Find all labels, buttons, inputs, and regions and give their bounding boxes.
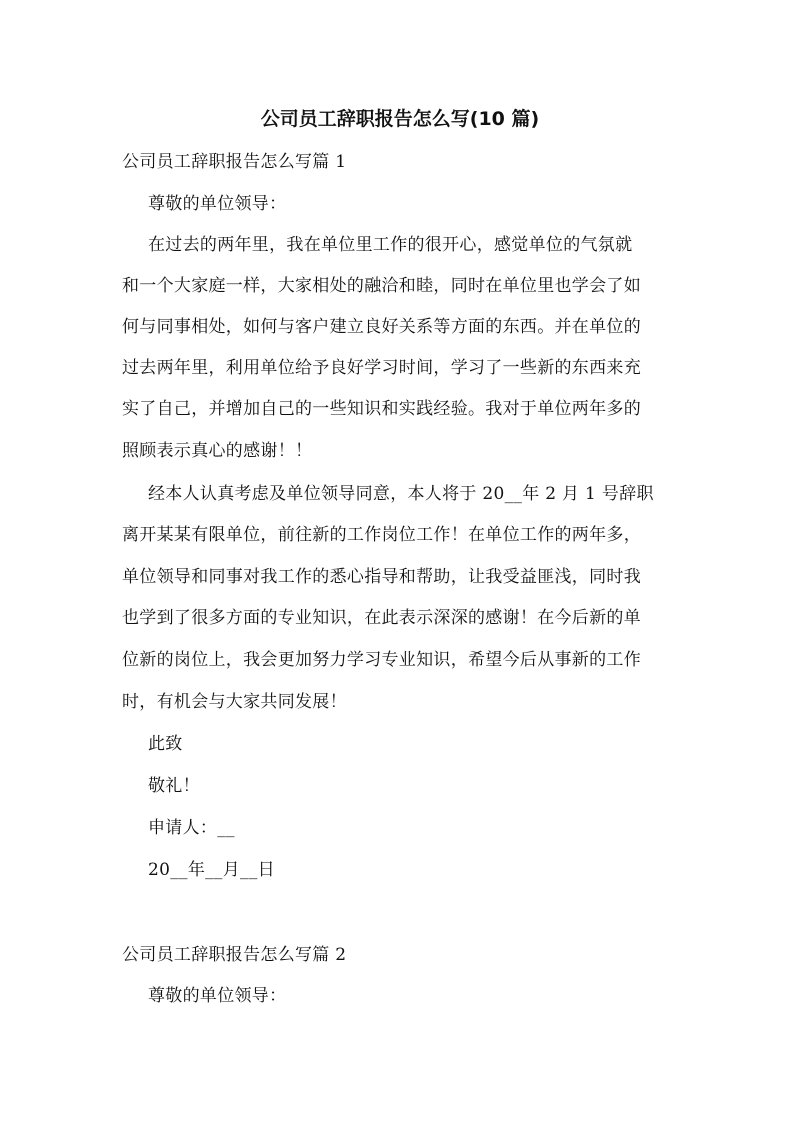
para1-line-1: 在过去的两年里，我在单位里工作的很开心，感觉单位的气氛就 [148,235,633,255]
para1-line-3: 何与同事相处，如何与客户建立良好关系等方面的东西。并在单位的 [122,317,641,337]
para2-line-6: 时，有机会与大家共同发展！ [122,692,347,712]
para1-line-2: 和一个大家庭一样，大家相处的融洽和睦，同时在单位里也学会了如 [122,276,641,296]
para2-line-4: 也学到了很多方面的专业知识，在此表示深深的感谢！在今后新的单 [122,608,641,628]
para2-line-3: 单位领导和同事对我工作的悉心指导和帮助，让我受益匪浅，同时我 [122,567,641,587]
section2-salutation: 尊敬的单位领导： [148,986,287,1006]
section2-heading: 公司员工辞职报告怎么写篇 2 [122,945,347,965]
para1-line-4: 过去两年里，利用单位给予良好学习时间，学习了一些新的东西来充 [122,358,641,378]
para2-line-1: 经本人认真考虑及单位领导同意，本人将于 20__年 2 月 1 号辞职 [148,484,654,504]
para1-line-6: 照顾表示真心的感谢！！ [122,441,313,461]
closing-ci-zhi: 此致 [148,734,183,754]
section1-salutation: 尊敬的单位领导： [148,194,287,214]
date-line: 20__年__月__日 [148,860,275,880]
applicant-line: 申请人：__ [148,818,235,838]
closing-jing-li: 敬礼！ [148,776,200,796]
para2-line-5: 位新的岗位上，我会更加努力学习专业知识，希望今后从事新的工作 [122,650,641,670]
para1-line-5: 实了自己，并增加自己的一些知识和实践经验。我对于单位两年多的 [122,399,641,419]
document-title: 公司员工辞职报告怎么写(10 篇) [260,108,540,130]
para2-line-2: 离开某某有限单位，前往新的工作岗位工作！在单位工作的两年多， [122,525,641,545]
section1-heading: 公司员工辞职报告怎么写篇 1 [122,152,347,172]
